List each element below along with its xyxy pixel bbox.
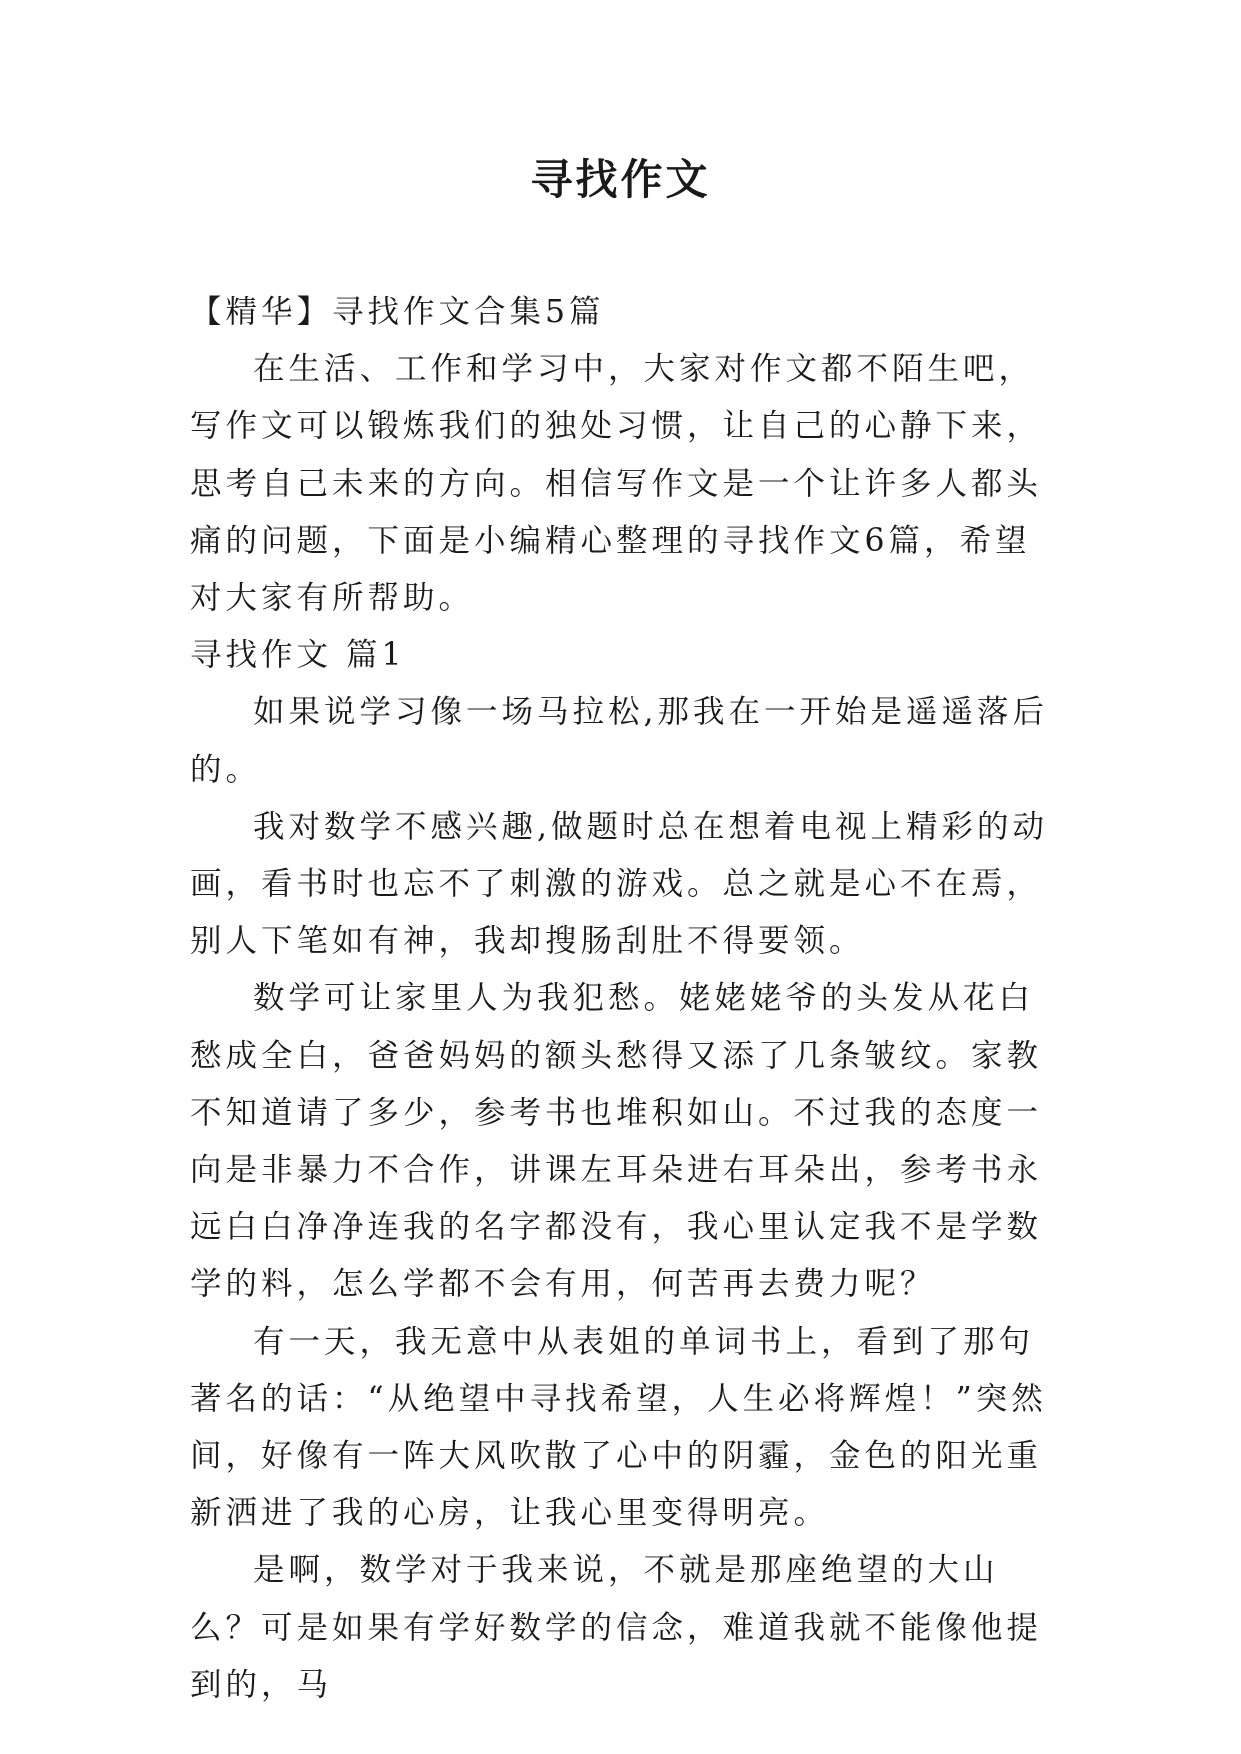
body-paragraph: 有一天，我无意中从表姐的单词书上，看到了那句著名的话：“从绝望中寻找希望，人生必将辉煌！”突然间，好像有一阵大风吹散了心中的阴霾，金色的阳光重新洒进了我的心房，让我心里变得明亮。 (190, 1323, 1047, 1532)
section-heading: 寻找作文 篇1 (190, 637, 406, 674)
body-paragraph: 数学可让家里人为我犯愁。姥姥姥爷的头发从花白愁成全白，爸爸妈妈的额头愁得又添了几条皱纹。家教不知道请了多少，参考书也堆积如山。不过我的态度一向是非暴力不合作，讲课左耳朵进右耳朵出，参考书永远白白净净连我的名字都没有，我心里认定我不是学数学的料，怎么学都不会有用，何苦再去费力呢？ (190, 980, 1043, 1303)
intro-paragraph: 在生活、工作和学习中，大家对作文都不陌生吧，写作文可以锻炼我们的独处习惯，让自己的心静下来，思考自己未来的方向。相信写作文是一个让许多人都头痛的问题，下面是小编精心整理的寻找作文6篇，希望对大家有所帮助。 (190, 351, 1043, 617)
document-body (190, 284, 1060, 1714)
body-paragraph: 如果说学习像一场马拉松,那我在一开始是遥遥落后的。 (190, 694, 1049, 788)
body-paragraph: 我对数学不感兴趣,做题时总在想着电视上精彩的动画，看书时也忘不了刺激的游戏。总之就是心不在焉，别人下笔如有神，我却搜肠刮肚不得要领。 (190, 808, 1049, 960)
document-subtitle: 【精华】寻找作文合集5篇 (190, 294, 605, 330)
document-title: 寻找作文 (530, 155, 711, 204)
body-paragraph: 是啊，数学对于我来说，不就是那座绝望的大山么？可是如果有学好数学的信念，难道我就不能像他提到的，马 (190, 1552, 1043, 1703)
